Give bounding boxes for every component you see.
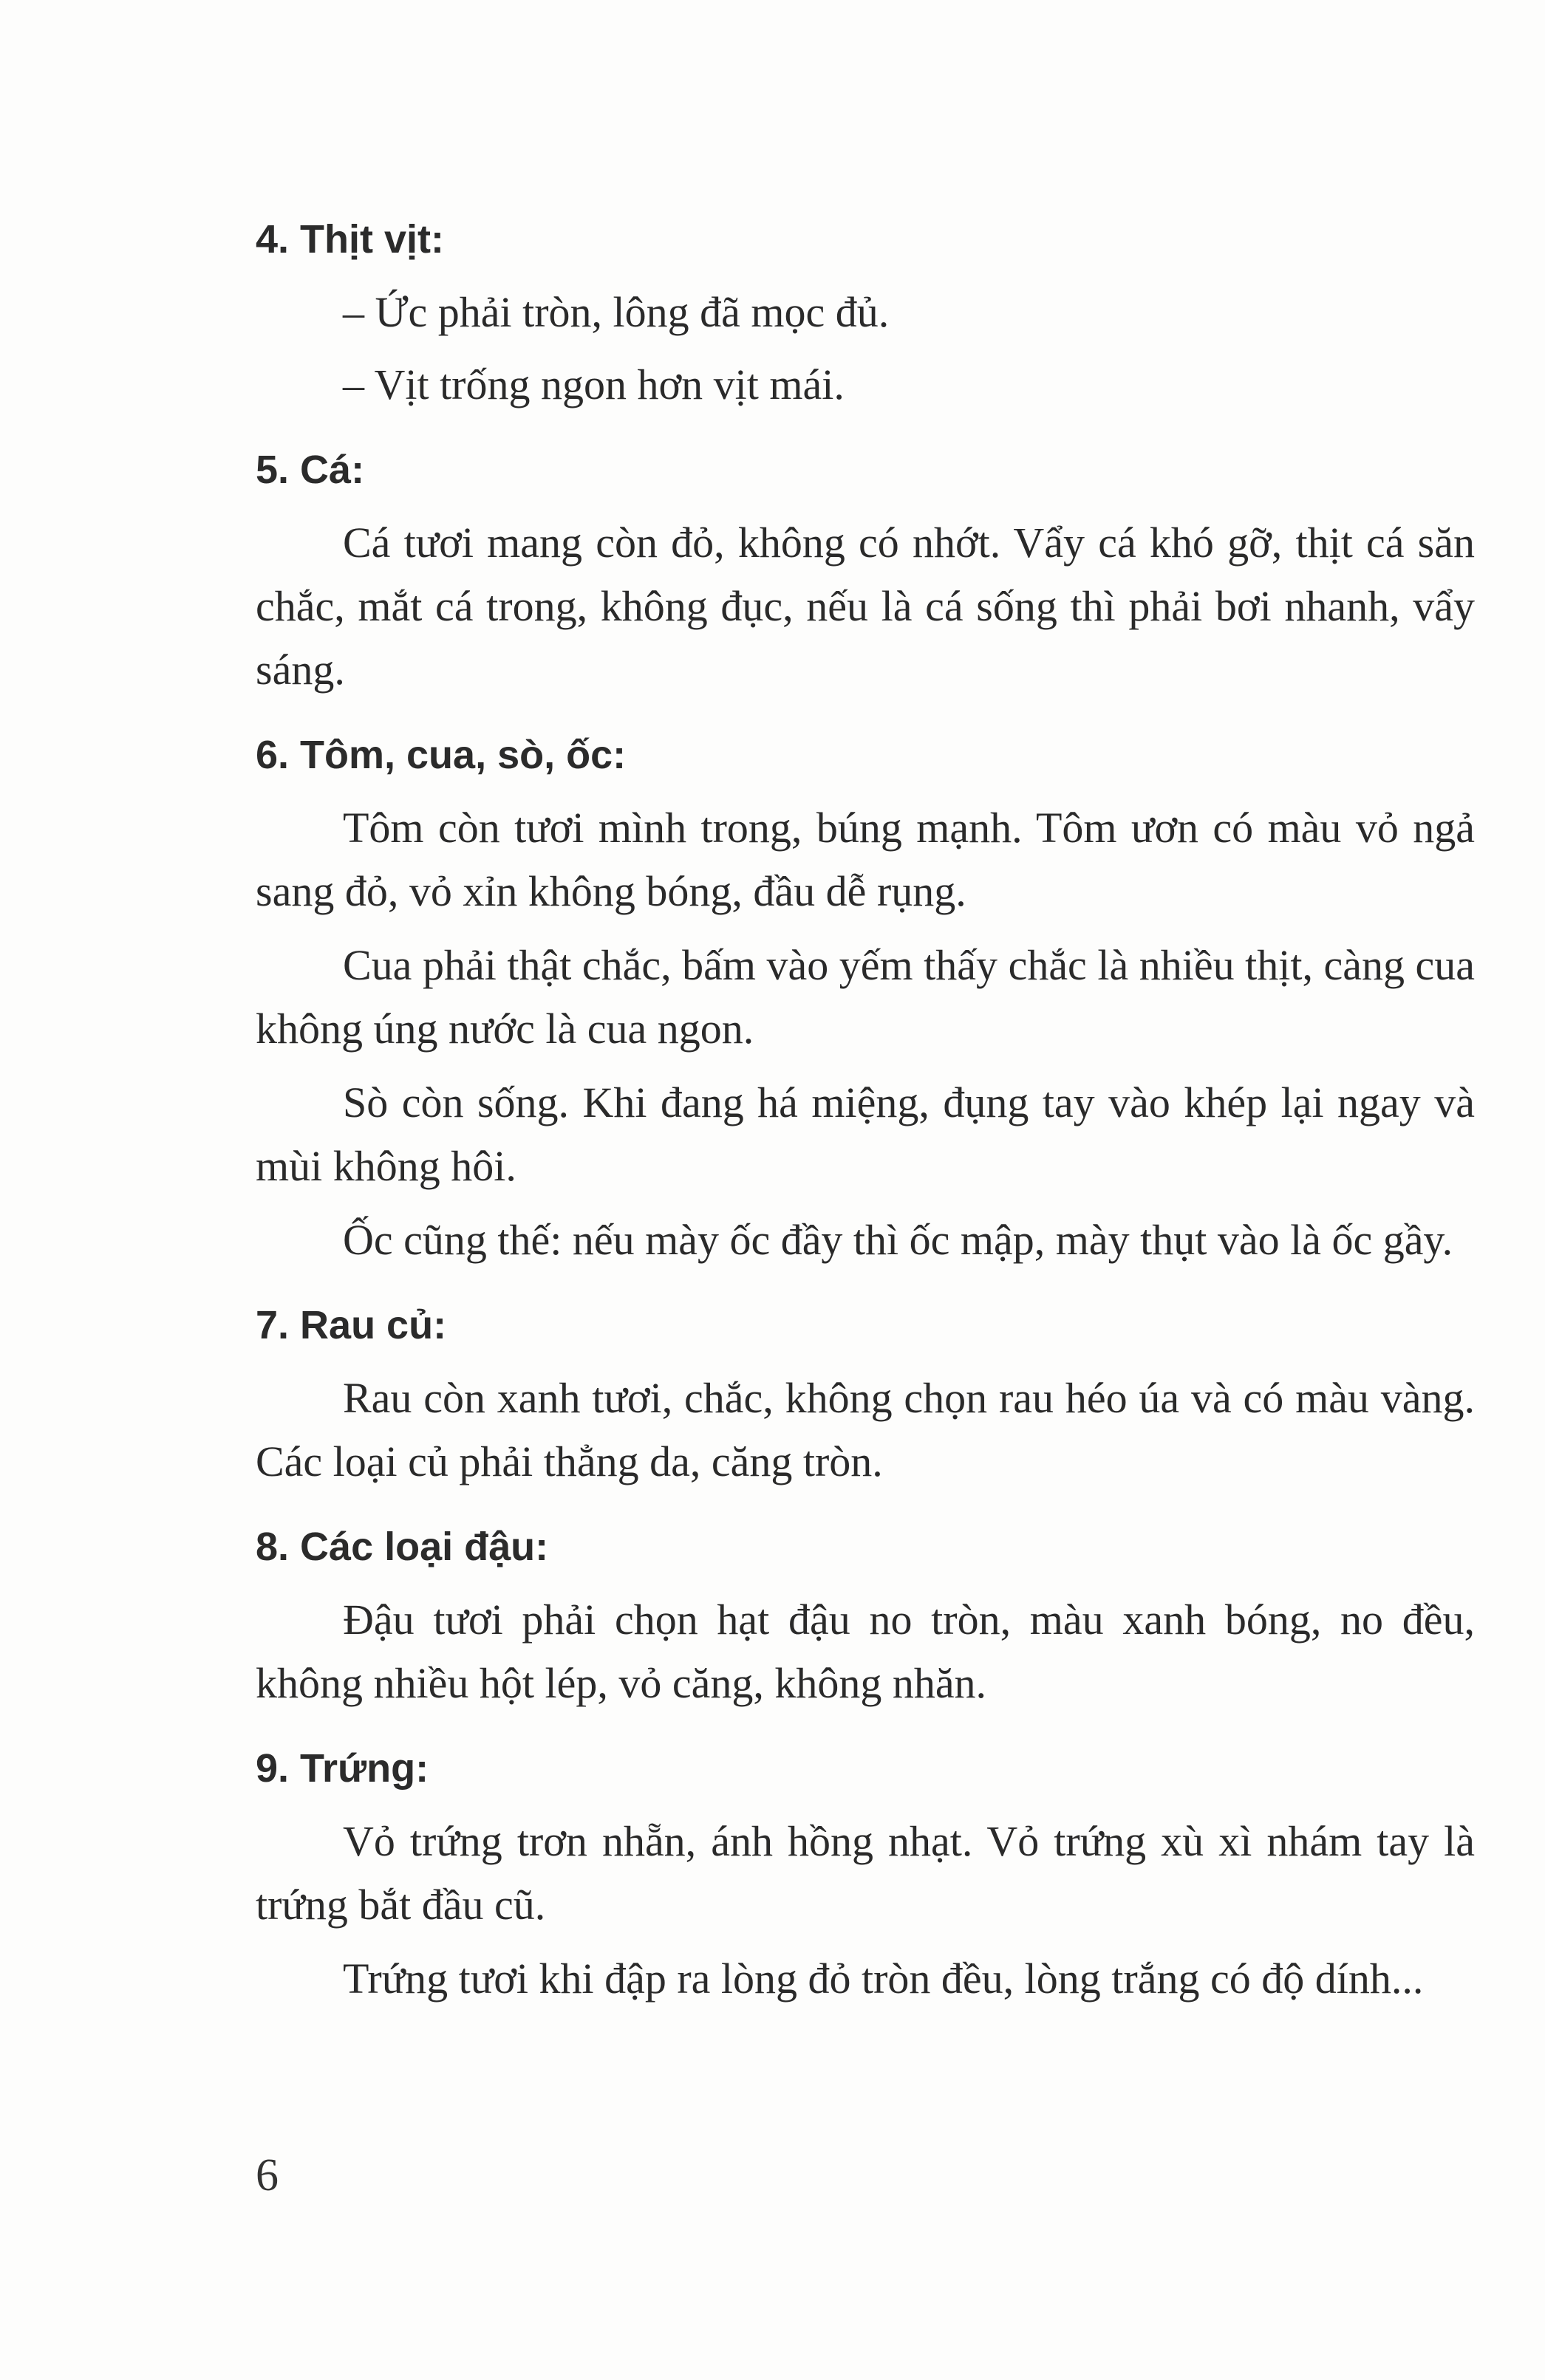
section-heading: 9. Trứng: bbox=[256, 1746, 429, 1791]
paragraph: Rau còn xanh tươi, chắc, không chọn rau héo úa và có màu vàng. Các loại củ phải thẳng da, căng tròn. bbox=[256, 1374, 1475, 1485]
section-seafood bbox=[256, 727, 1475, 1272]
paragraph: Cua phải thật chắc, bấm vào yếm thấy chắc là nhiều thịt, càng cua không úng nước là cua ngon. bbox=[256, 941, 1475, 1053]
paragraph: Trứng tươi khi đập ra lòng đỏ tròn đều, lòng trắng có độ dính... bbox=[343, 1955, 1424, 2003]
paragraph: Đậu tươi phải chọn hạt đậu no tròn, màu xanh bóng, no đều, không nhiều hột lép, vỏ căng, không nhăn. bbox=[256, 1596, 1475, 1707]
paragraph: Tôm còn tươi mình trong, búng mạnh. Tôm ươn có màu vỏ ngả sang đỏ, vỏ xỉn không bóng, đầu dễ rụng. bbox=[256, 804, 1475, 915]
section-heading: 5. Cá: bbox=[256, 448, 365, 492]
section-eggs bbox=[256, 1740, 1475, 2011]
paragraph: Cá tươi mang còn đỏ, không có nhớt. Vẩy cá khó gỡ, thịt cá săn chắc, mắt cá trong, không đục, nếu là cá sống thì phải bơi nhanh, vẩy sáng. bbox=[256, 519, 1475, 694]
paragraph: Sò còn sống. Khi đang há miệng, đụng tay vào khép lại ngay và mùi không hôi. bbox=[256, 1078, 1475, 1190]
section-heading: 6. Tôm, cua, sò, ốc: bbox=[256, 733, 627, 777]
section-heading: 8. Các loại đậu: bbox=[256, 1525, 549, 1569]
page-content bbox=[256, 211, 1475, 2036]
section-vegetables bbox=[256, 1297, 1475, 1494]
section-heading: 4. Thịt vịt: bbox=[256, 217, 444, 261]
section-duck-meat bbox=[256, 211, 1475, 417]
bullet-item: – Ức phải tròn, lông đã mọc đủ. bbox=[343, 288, 890, 336]
paragraph: Vỏ trứng trơn nhẵn, ánh hồng nhạt. Vỏ trứng xù xì nhám tay là trứng bắt đầu cũ. bbox=[256, 1817, 1475, 1929]
bullet-item: – Vịt trống ngon hơn vịt mái. bbox=[343, 360, 845, 408]
paragraph: Ốc cũng thế: nếu mày ốc đầy thì ốc mập, mày thụt vào là ốc gầy. bbox=[343, 1216, 1453, 1264]
section-heading: 7. Rau củ: bbox=[256, 1303, 447, 1347]
section-beans bbox=[256, 1519, 1475, 1715]
page-number: 6 bbox=[256, 2150, 279, 2201]
section-fish bbox=[256, 442, 1475, 702]
